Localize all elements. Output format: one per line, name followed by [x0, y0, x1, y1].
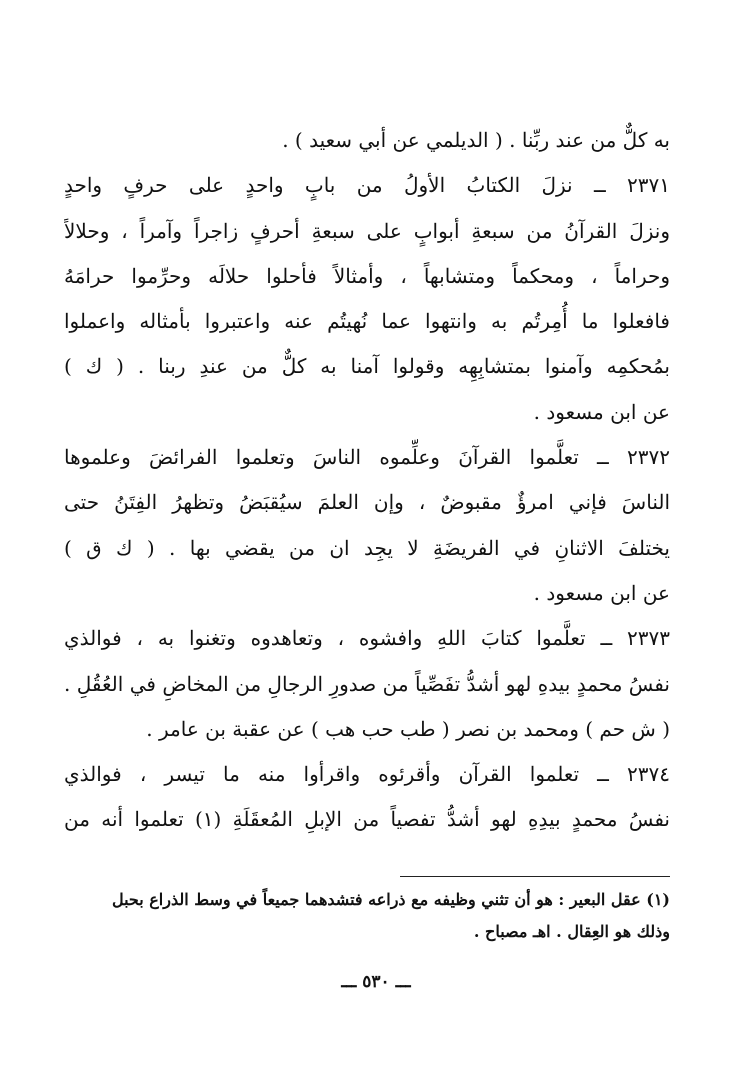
text-line: نفسُ محمدٍ بيدهِ لهو أشدُّ تفَصِّياً من صدورِ الرجالِ من المخاضِ في العُقُلِ . [64, 671, 670, 696]
text-line: بمُحكمِه وآمنوا بمتشابِهِه وقولوا آمنا به كلٌّ من عندِ ربنا . ( ك ) [64, 354, 670, 379]
text-line: ونزلَ القرآنُ من سبعةِ أبوابٍ على سبعةِ أحرفٍ زاجراً وآمراً ، وحلالاً [64, 218, 670, 243]
footnotes [64, 884, 670, 948]
footnote-divider [400, 876, 670, 877]
main-text [64, 118, 670, 843]
text-line: ٢٣٧٣ ــ تعلَّموا كتابَ اللهِ وافشوه ، وتعاهدوه وتغنوا به ، فوالذي [64, 626, 670, 651]
text-line: الناسَ فإني امرؤٌ مقبوضٌ ، وإن العلمَ سيُقبَضُ وتظهرُ الفِتَنُ حتى [64, 490, 670, 515]
text-line: نفسُ محمدٍ بيدِهِ لهو أشدُّ تفصياً من الإبلِ المُعقَلَةِ (١) تعلموا أنه من [64, 807, 670, 832]
text-line: به كلٌّ من عند ربِّنا . ( الديلمي عن أبي سعيد ) . [282, 128, 670, 152]
page-number: ـــ ٥٣٠ ـــ [341, 972, 411, 992]
text-line: عن ابن مسعود . [533, 399, 670, 424]
text-line: ٢٣٧٢ ــ تعلَّموا القرآنَ وعلِّموه الناسَ وتعلموا الفرائضَ وعلموها [64, 445, 670, 470]
text-line: ٢٣٧١ ــ نزلَ الكتابُ الأولُ من بابٍ واحدٍ على حرفٍ واحدٍ [64, 173, 670, 198]
text-line: عن ابن مسعود . [533, 580, 670, 605]
footnote-line: (١) عقل البعير : هو أن تثني وظيفه مع ذراعه فتشدهما جميعاً في وسط الذراع بحبل [111, 890, 670, 909]
text-line: يختلفَ الاثنانِ في الفريضَةِ لا يجِد ان من يقضي بها . ( ك ق ) [64, 535, 670, 560]
text-line: ٢٣٧٤ ــ تعلموا القرآن وأقرئوه واقرأوا منه ما تيسر ، فوالذي [64, 762, 670, 787]
text-line: ( ش حم ) ومحمد بن نصر ( طب حب هب ) عن عقبة بن عامر . [146, 716, 670, 741]
text-line: وحراماً ، ومحكماً ومتشابهاً ، وأمثالاً فأحلوا حلالَه وحرِّموا حرامَهُ [64, 263, 670, 288]
footnote-line: وذلك هو العِقال . اهـ مصباح . [473, 922, 670, 941]
text-line: فافعلوا ما أُمِرتُم به وانتهوا عما نُهيتُم عنه واعتبروا بأمثاله واعملوا [64, 309, 670, 334]
